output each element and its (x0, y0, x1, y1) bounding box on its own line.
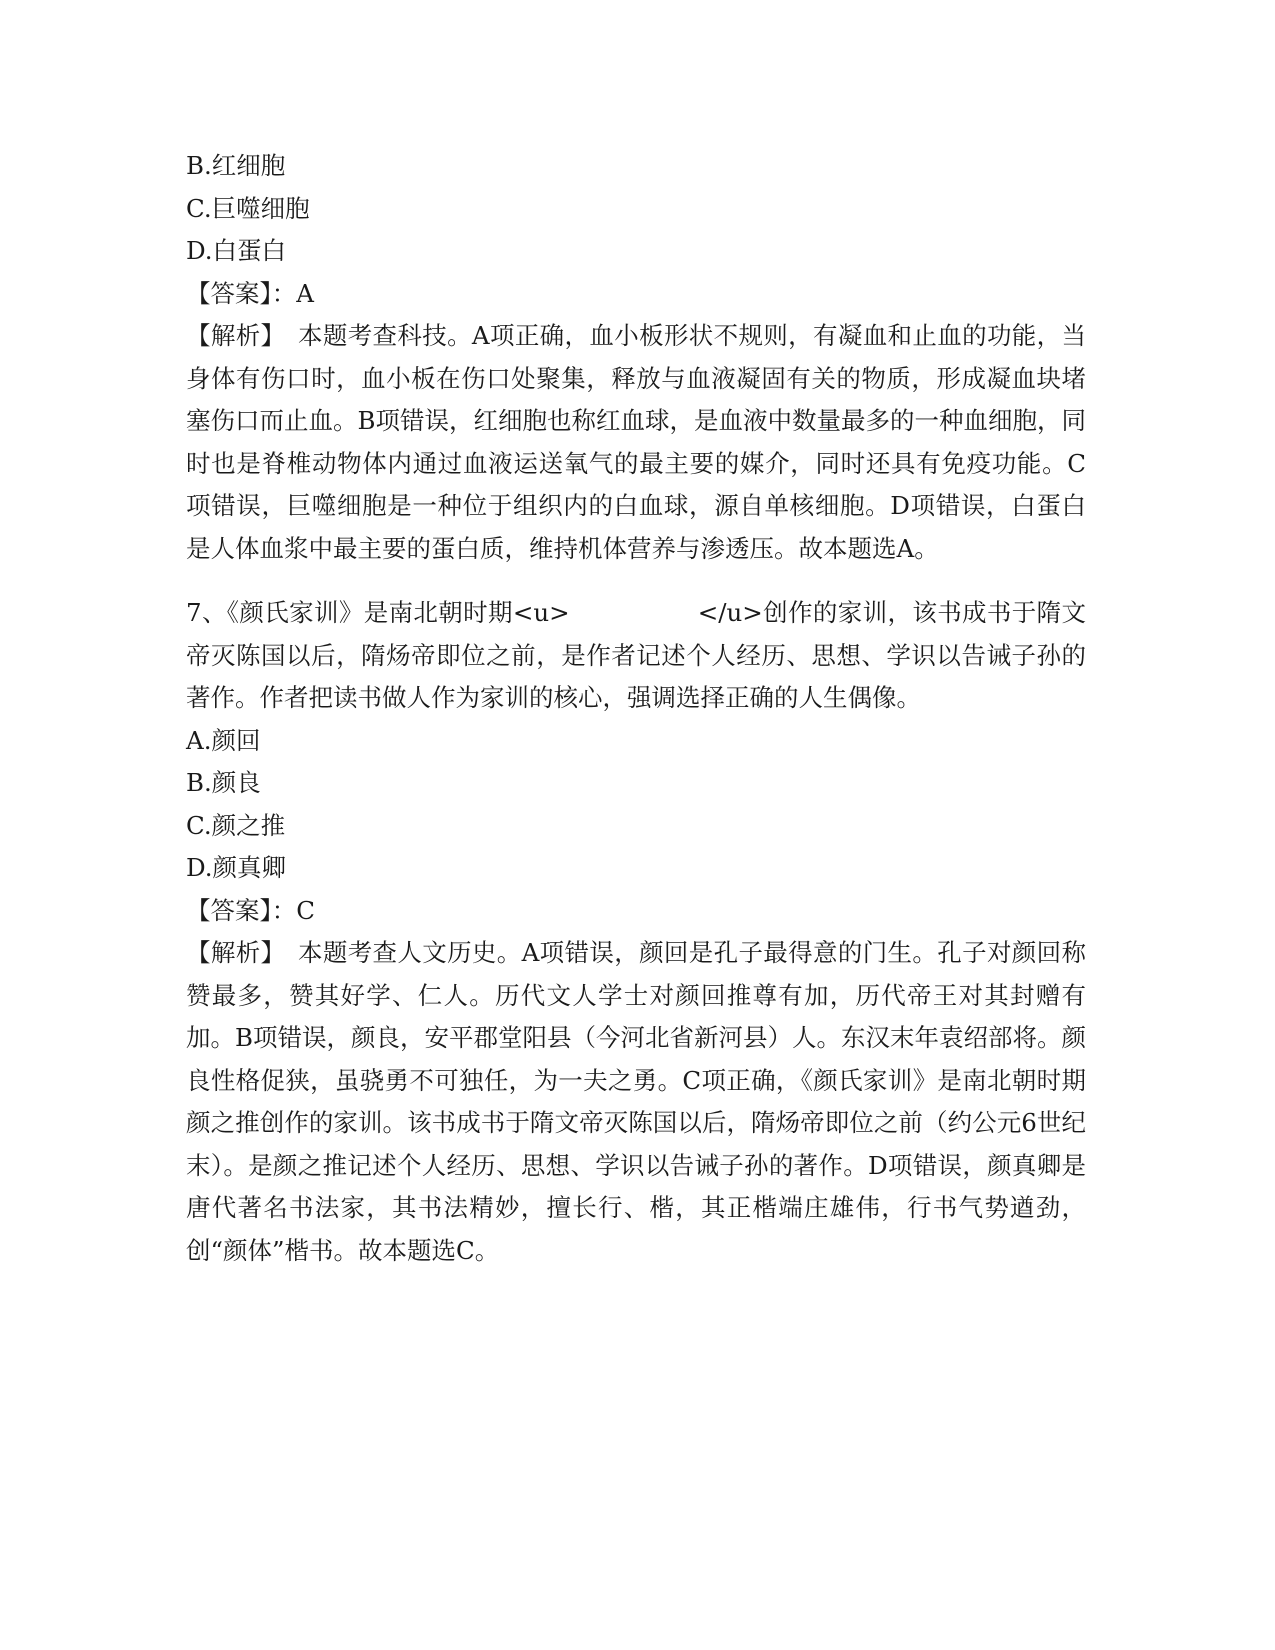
document-page (186, 145, 1086, 1272)
q7-option-b: B.颜良 (186, 768, 261, 797)
q6-option-d: D.白蛋白 (186, 236, 287, 265)
question-spacer (186, 570, 1086, 592)
q6-analysis: 【解析】 本题考查科技。A项正确，血小板形状不规则，有凝血和止血的功能，当身体有伤口时，血小板在伤口处聚集，释放与血液凝固有关的物质，形成凝血块堵塞伤口而止血。B项错误，红细胞也称红血球，是血液中数量最多的一种血细胞，同时也是脊椎动物体内通过血液运送氧气的最主要的媒介，同时还具有免疫功能。C项错误，巨噬细胞是一种位于组织内的白血球，源自单核细胞。D项错误，白蛋白是人体血浆中最主要的蛋白质，维持机体营养与渗透压。故本题选A。 (186, 321, 1087, 563)
q7-stem (186, 592, 1086, 720)
q7-stem-before: 7、《颜氏家训》是南北朝时期<u> (186, 598, 570, 627)
q7-option-c: C.颜之推 (186, 810, 286, 840)
q7-analysis: 【解析】 本题考查人文历史。A项错误，颜回是孔子最得意的门生。孔子对颜回称赞最多，赞其好学、仁人。历代文人学士对颜回推尊有加，历代帝王对其封赠有加。B项错误，颜良，安平郡堂阳县（今河北省新河县）人。东汉末年袁绍部将。颜良性格促狭，虽骁勇不可独任，为一夫之勇。C项正确，《颜氏家训》是南北朝时期颜之推创作的家训。该书成书于隋文帝灭陈国以后，隋炀帝即位之前（约公元6世纪末）。是颜之推记述个人经历、思想、学识以告诫子孙的著作。D项错误，颜真卿是唐代著名书法家，其书法精妙，擅长行、楷，其正楷端庄雄伟，行书气势遒劲，创“颜体”楷书。故本题选C。 (186, 938, 1087, 1265)
q7-answer: 【答案】：C (186, 895, 315, 925)
q7-option-d: D.颜真卿 (186, 853, 287, 882)
q6-option-b: B.红细胞 (186, 151, 286, 180)
q7-option-a: A.颜回 (186, 725, 261, 755)
q6-option-c: C.巨噬细胞 (186, 193, 310, 223)
q6-answer: 【答案】：A (186, 278, 314, 308)
q7-stem-after: </u>创作的家训，该书成书于隋文帝灭陈国以后，隋炀帝即位之前，是作者记述个人经历、思想、学识以告诫子孙的著作。作者把读书做人作为家训的核心，强调选择正确的人生偶像。 (186, 598, 1086, 712)
